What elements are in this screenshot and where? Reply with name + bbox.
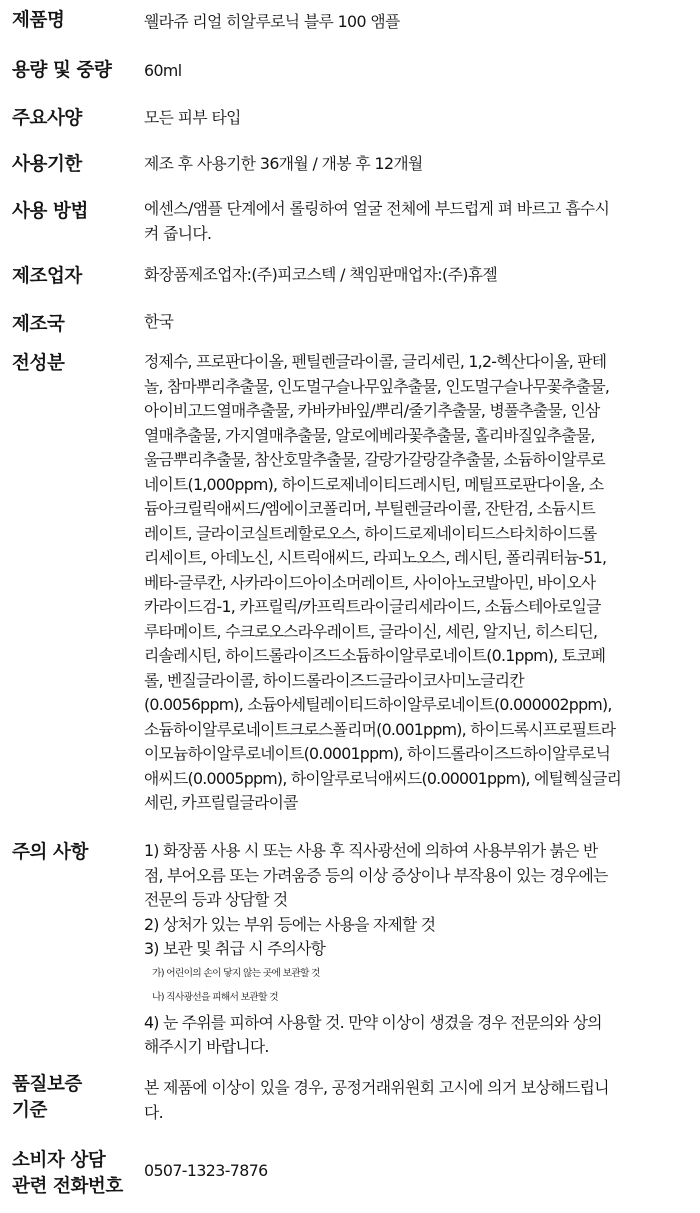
value-line: 해주시기 바랍니다. — [144, 1037, 269, 1056]
cautions-list — [144, 839, 692, 1060]
value-line: 베타-글루칸, 사카라이드아이소머레이트, 사이아노코발아민, 바이오사 — [144, 572, 596, 592]
value-line: 점, 부어오름 또는 가려움증 등의 이상 증상이나 부작용이 있는 경우에는 — [144, 865, 608, 885]
row-value — [144, 310, 692, 335]
row-label — [12, 1148, 140, 1200]
row-value — [144, 263, 692, 288]
value-line: 켜 줍니다. — [144, 223, 212, 243]
label-line: 관련 전화번호 — [12, 1176, 123, 1197]
label-line: 전성분 — [12, 353, 65, 374]
value-line: 소듐하이알루로네이트크로스폴리머(0.001ppm), 하이드록시프로필트라 — [144, 719, 616, 739]
row-label — [12, 312, 140, 338]
row-value — [144, 106, 692, 131]
value-line: (0.0056ppm), 소듐아세틸레이티드하이알루로네이트(0.000002ppm), — [144, 695, 612, 714]
label-line: 소비자 상담 — [12, 1150, 106, 1171]
value-line: 카라이드검-1, 카프릴릭/카프릭트라이글리세라이드, 소듐스테아로일글 — [144, 597, 601, 616]
value-line: 레이트, 글라이코실트레할로오스, 하이드로제네이티드스타치하이드롤 — [144, 523, 597, 543]
label-line: 제조국 — [12, 314, 65, 335]
row-value — [144, 197, 692, 246]
value-line: 제조 후 사용기한 36개월 / 개봉 후 12개월 — [144, 154, 423, 173]
value-line: 가) 어린이의 손이 닿지 않는 곳에 보관할 것 — [152, 967, 320, 979]
value-line: 60ml — [144, 61, 182, 80]
row-label — [12, 840, 140, 866]
label-line: 기준 — [12, 1100, 47, 1121]
value-line: 한국 — [144, 312, 174, 331]
row-value — [144, 1076, 692, 1125]
value-line: 리솔레시틴, 하이드롤라이즈드소듐하이알루로네이트(0.1ppm), 토코페 — [144, 646, 606, 665]
value-line: 놀, 참마뿌리추출물, 인도멀구슬나무잎추출물, 인도멀구슬나무꽃추출물, — [144, 376, 610, 396]
label-line: 제품명 — [12, 10, 65, 31]
value-line: 에센스/앰플 단계에서 롤링하여 얼굴 전체에 부드럽게 펴 바르고 흡수시 — [144, 199, 610, 218]
label-line: 품질보증 — [12, 1074, 82, 1095]
row-label — [12, 199, 140, 225]
row-label — [12, 152, 140, 178]
row-label — [12, 1072, 140, 1124]
value-line: 열매추출물, 가지열매추출물, 알로에베라꽃추출물, 홀리바질잎추출물, — [144, 425, 595, 445]
label-line: 제조업자 — [12, 266, 82, 287]
value-line: 1) 화장품 사용 시 또는 사용 후 직사광선에 의하여 사용부위가 붉은 반 — [144, 841, 598, 860]
value-line: 루타메이트, 수크로오스라우레이트, 글라이신, 세린, 알지닌, 히스티딘, — [144, 621, 598, 641]
value-line: 네이트(1,000ppm), 하이드로제네이티드레시틴, 메틸프로판다이올, 소 — [144, 474, 604, 494]
row-value — [144, 59, 692, 84]
label-line: 사용 방법 — [12, 201, 88, 222]
row-label — [12, 351, 140, 377]
value-line: 듐아크릴릭애씨드/엠에이코폴리머, 부틸렌글라이콜, 잔탄검, 소듐시트 — [144, 499, 595, 518]
value-line: 본 제품에 이상이 있을 경우, 공정거래위원회 고시에 의거 보상해드립니 — [144, 1078, 609, 1097]
value-line: 이모늄하이알루로네이트(0.0001ppm), 하이드롤라이즈드하이알루로닉 — [144, 744, 611, 763]
value-line: 정제수, 프로판다이올, 펜틸렌글라이콜, 글리세린, 1,2-헥산다이올, 판테 — [144, 352, 607, 371]
row-label — [12, 8, 140, 34]
row-label — [12, 106, 140, 132]
value-line: 애씨드(0.0005ppm), 하이알루로닉애씨드(0.00001ppm), 에틸헥실글리 — [144, 768, 622, 788]
value-line: 세린, 카프릴릴글라이콜 — [144, 793, 298, 812]
row-value — [144, 10, 692, 35]
value-line: 전문의 등과 상담할 것 — [144, 890, 288, 909]
label-line: 용량 및 중량 — [12, 60, 112, 81]
label-line: 주의 사항 — [12, 842, 88, 863]
value-line: 아이비고드열매추출물, 카바카바잎/뿌리/줄기추출물, 병풀추출물, 인삼 — [144, 401, 600, 420]
row-value — [144, 152, 692, 177]
value-line: 롤, 벤질글라이콜, 하이드롤라이즈드글라이코사미노글리칸 — [144, 670, 524, 690]
row-value — [144, 1159, 692, 1184]
value-line: 울금뿌리추출물, 참산호말추출물, 갈랑가갈랑갈추출물, 소듐하이알루로 — [144, 450, 605, 469]
row-label — [12, 264, 140, 290]
ingredients-list — [144, 350, 692, 816]
value-line: 나) 직사광선을 피해서 보관할 것 — [152, 992, 278, 1003]
value-line: 다. — [144, 1102, 164, 1122]
label-line: 사용기한 — [12, 154, 82, 175]
value-line: 웰라쥬 리얼 히알루로닉 블루 100 앰플 — [144, 12, 400, 31]
value-line: 2) 상처가 있는 부위 등에는 사용을 자제할 것 — [144, 914, 436, 934]
value-line: 리세이트, 아데노신, 시트릭애씨드, 라피노오스, 레시틴, 폴리쿼터늄-51, — [144, 548, 607, 567]
value-line: 화장품제조업자:(주)피코스텍 / 책임판매업자:(주)휴젤 — [144, 265, 498, 284]
row-label — [12, 58, 140, 84]
value-line: 4) 눈 주위를 피하여 사용할 것. 만약 이상이 생겼을 경우 전문의와 상의 — [144, 1012, 602, 1032]
phone-number: 0507-1323-7876 — [144, 1161, 268, 1180]
value-line: 3) 보관 및 취급 시 주의사항 — [144, 939, 326, 958]
value-line: 모든 피부 타입 — [144, 108, 241, 127]
label-line: 주요사양 — [12, 108, 82, 129]
